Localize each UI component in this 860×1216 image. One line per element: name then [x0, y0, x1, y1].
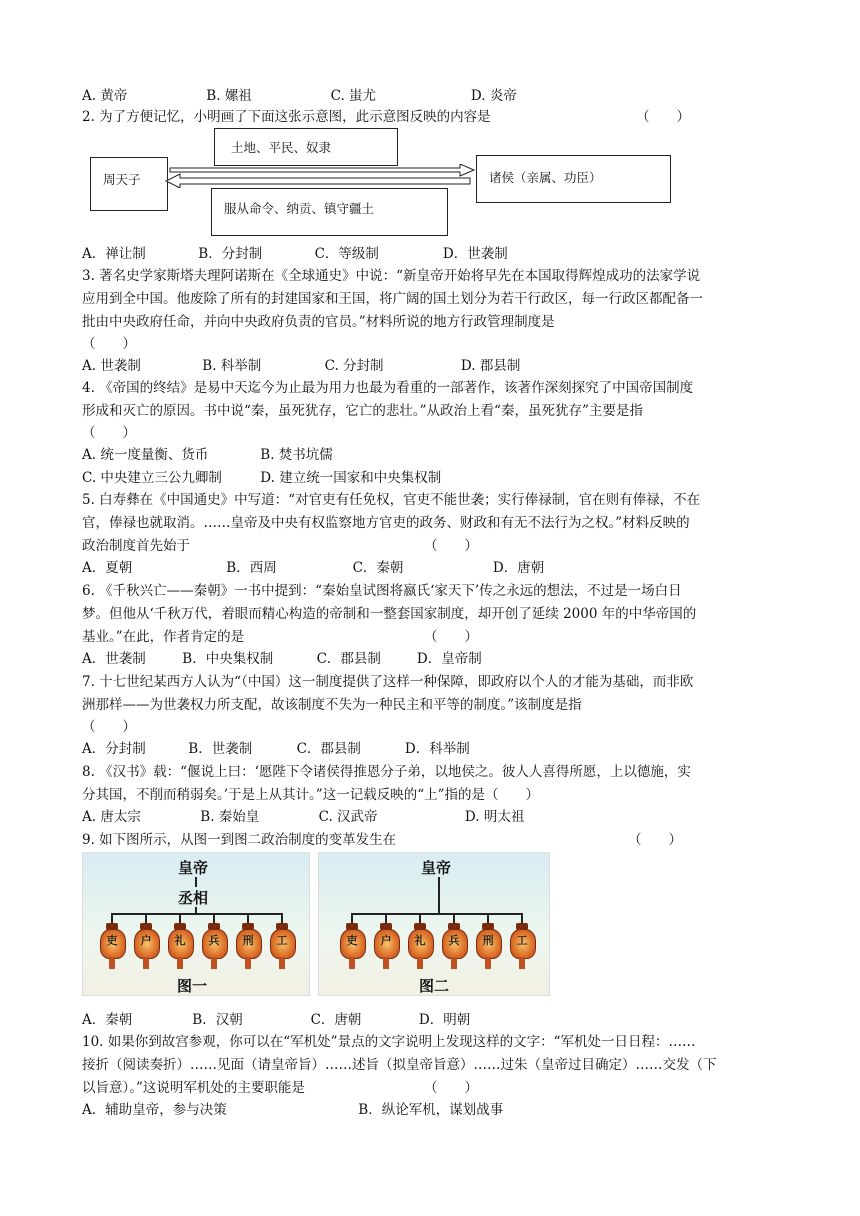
q9-stem: 9. 如下图所示，从图一到图二政治制度的变革发生在: [82, 832, 397, 848]
q3-line-3: 批由中央政府任命，并向中央政府负责的官员。”材料所说的地方行政管理制度是: [82, 314, 555, 330]
q4-option-a: A. 统一度量衡、货币: [82, 447, 209, 463]
q7-option-b: B．世袭制: [188, 741, 253, 757]
diagram-box-zhuhou: [476, 155, 671, 203]
fig2-lantern-hu: 户: [374, 919, 398, 969]
q3-line-1: 3. 著名史学家斯塔夫理阿诺斯在《全球通史》中说：“新皇帝开始将早先在本国取得辉煌成功的法家学说: [82, 268, 701, 284]
q6-option-c: C．郡县制: [316, 651, 381, 667]
fig2-lantern-bing: 兵: [442, 919, 466, 969]
diagram-label-top: 土地、平民、奴隶: [231, 140, 332, 155]
q6-line-3: 基业。”在此，作者肯定的是: [82, 629, 245, 645]
q3-option-b: B. 科举制: [202, 358, 262, 374]
q7-line-2: 洲那样——为世袭权力所支配，故该制度不失为一种民主和平等的制度。”该制度是指: [82, 697, 582, 713]
q5-line-1: 5. 白寿彝在《中国通史》中写道：“对官吏有任免权，官吏不能世袭；实行俸禄制，官在则有俸禄，不在: [82, 492, 701, 508]
q5-answer-paren: （ ）: [424, 538, 478, 554]
fig1-lantern-li: 吏: [100, 919, 124, 969]
q4-option-b: B. 焚书坑儒: [260, 447, 333, 463]
q10-line-1: 10. 如果你到故宫参观，你可以在“军机处”景点的文字说明上发现这样的文字：“军机处一日日程：……: [82, 1034, 696, 1050]
arrow-right-icon: [170, 164, 474, 176]
q6-options: [82, 649, 482, 669]
q1-option-b: B. 嫘祖: [206, 88, 252, 104]
q1-option-c: C. 蚩尤: [330, 88, 377, 104]
fig1-lantern-hu: 户: [134, 919, 158, 969]
q8-line-2: 分其国，不削而稍弱矣。’于是上从其计。”这一记载反映的“上”指的是（ ）: [82, 787, 539, 803]
q8-option-b: B. 秦始皇: [200, 809, 260, 825]
q9-options: [82, 1010, 470, 1030]
arrow-left-icon: [166, 174, 470, 188]
q6-option-a: A．世袭制: [82, 651, 146, 667]
q4-line-1: 4. 《帝国的终结》是易中天迄今为止最为用力也最为看重的一部著作，该著作深刻探究了中国帝国制度: [82, 380, 694, 396]
q3-option-d: D. 郡县制: [460, 358, 521, 374]
fig1-lantern-bing: 兵: [202, 919, 226, 969]
q8-options: [82, 807, 524, 827]
fig1-lantern-li2: 礼: [168, 919, 192, 969]
fig1-hbar: [111, 913, 283, 915]
diagram-box-zhou-tianzi: [90, 157, 168, 211]
q9-figure-1: [82, 852, 310, 996]
q6-option-d: D．皇帝制: [416, 651, 482, 667]
diagram-label-bottom: 服从命令、纳贡、镇守疆土: [224, 201, 375, 216]
q4-answer-paren: （ ）: [82, 425, 136, 441]
q10-option-a: A．辅助皇帝，参与决策: [82, 1102, 227, 1118]
q1-options: [82, 86, 517, 106]
fig1-lantern-gong: 工: [270, 919, 294, 969]
fig2-label: 图二: [419, 977, 450, 995]
q3-line-2: 应用到全中国。他废除了所有的封建国家和王国，将广阔的国土划分为若干行政区，每一行政区都配备一: [82, 291, 703, 307]
q8-option-a: A. 唐太宗: [82, 809, 141, 825]
q8-option-d: D. 明太祖: [464, 809, 525, 825]
q3-options: [82, 356, 520, 376]
q6-line-1: 6. 《千秋兴亡——秦朝》一书中提到：“秦始皇试图将嬴氏‘家天下’传之永远的想法，不过是一场白日: [82, 583, 682, 599]
diagram-box-bottom: [211, 188, 448, 236]
diagram-label-zhou-tianzi: 周天子: [103, 172, 141, 187]
q4-options-row-2: [82, 468, 441, 488]
q2-option-c: C．等级制: [314, 246, 379, 262]
q10-line-2: 接折（阅读奏折）……见面（请皇帝旨）……述旨（拟皇帝旨意）……过朱（皇帝过目确定）……交发（下: [82, 1057, 717, 1073]
q2-answer-paren: （ ）: [636, 109, 690, 125]
q6-answer-paren: （ ）: [424, 629, 478, 645]
q4-line-2: 形成和灭亡的原因。书中说“秦，虽死犹存，它亡的悲壮。”从政治上看“秦，虽死犹存”主要是指: [82, 403, 643, 419]
fig1-label: 图一: [177, 977, 208, 995]
q10-answer-paren: （ ）: [424, 1080, 478, 1096]
q4-option-c: C. 中央建立三公九卿制: [82, 470, 222, 486]
diagram-arrows: [160, 164, 480, 188]
q8-option-c: C. 汉武帝: [318, 809, 378, 825]
q7-option-a: A．分封制: [82, 741, 146, 757]
q5-option-b: B．西周: [226, 560, 277, 576]
q2-stem: 2. 为了方便记忆，小明画了下面这张示意图，此示意图反映的内容是: [82, 109, 491, 125]
q4-option-d: D. 建立统一国家和中央集权制: [260, 470, 442, 486]
q8-line-1: 8. 《汉书》载：“偃说上曰：‘愿陛下令诸侯得推恩分子弟，以地侯之。彼人人喜得所愿，上以德施，实: [82, 764, 691, 780]
q9-option-c: C．唐朝: [310, 1012, 362, 1028]
diagram-box-top: [214, 128, 398, 166]
q2-option-a: A．禅让制: [82, 246, 146, 262]
q7-line-1: 7. 十七世纪某西方人认为“（中国）这一制度提供了这样一种保障，即政府以个人的才能为基础，而非欧: [82, 674, 694, 690]
q7-option-c: C．郡县制: [296, 741, 361, 757]
fig2-emperor: 皇帝: [421, 859, 452, 877]
diagram-label-zhuhou: 诸侯（亲属、功臣）: [489, 170, 602, 185]
fig1-lantern-xing: 刑: [236, 919, 260, 969]
q5-line-3: 政治制度首先始于: [82, 538, 190, 554]
fig2-hbar: [351, 913, 523, 915]
q5-option-c: C．秦朝: [352, 560, 404, 576]
q9-option-a: A．秦朝: [82, 1012, 133, 1028]
q10-options: [82, 1100, 503, 1120]
q9-answer-paren: （ ）: [628, 832, 682, 848]
fig1-chancellor: 丞相: [178, 889, 209, 907]
fig2-lantern-li2: 礼: [408, 919, 432, 969]
q1-option-d: D. 炎帝: [470, 88, 517, 104]
q3-option-c: C. 分封制: [324, 358, 384, 374]
q5-line-2: 官，俸禄也就取消。……皇帝及中央有权监察地方官吏的政务、财政和有无不法行为之权。”材料反映的: [82, 515, 690, 531]
q7-options: [82, 739, 470, 759]
q2-option-b: B．分封制: [198, 246, 263, 262]
q5-option-a: A．夏朝: [82, 560, 133, 576]
q9-figure-2: [318, 852, 550, 996]
q7-option-d: D．科举制: [404, 741, 470, 757]
q10-option-b: B．纵论军机，谋划战事: [358, 1102, 504, 1118]
q9-option-d: D．明朝: [418, 1012, 471, 1028]
q3-answer-paren: （ ）: [82, 336, 136, 352]
q5-options: [82, 558, 544, 578]
q3-option-a: A. 世袭制: [82, 358, 141, 374]
q5-option-d: D．唐朝: [492, 560, 545, 576]
q10-line-3: 以旨意）。”这说明军机处的主要职能是: [82, 1080, 305, 1096]
q2-option-d: D．世袭制: [442, 246, 508, 262]
q6-option-b: B．中央集权制: [182, 651, 274, 667]
fig2-lantern-gong: 工: [510, 919, 534, 969]
q6-line-2: 梦。但他从‘千秋万代，着眼而精心构造的帝制和一整套国家制度，却开创了延续 2000 年的中华帝国的: [82, 606, 697, 622]
q4-options-row-1: [82, 445, 333, 465]
fig2-lantern-li: 吏: [340, 919, 364, 969]
q2-options: [82, 244, 508, 264]
q1-option-a: A. 黄帝: [82, 88, 128, 104]
fig1-emperor: 皇帝: [178, 859, 209, 877]
q7-answer-paren: （ ）: [82, 719, 136, 735]
fig2-lantern-xing: 刑: [476, 919, 500, 969]
q9-option-b: B．汉朝: [192, 1012, 243, 1028]
